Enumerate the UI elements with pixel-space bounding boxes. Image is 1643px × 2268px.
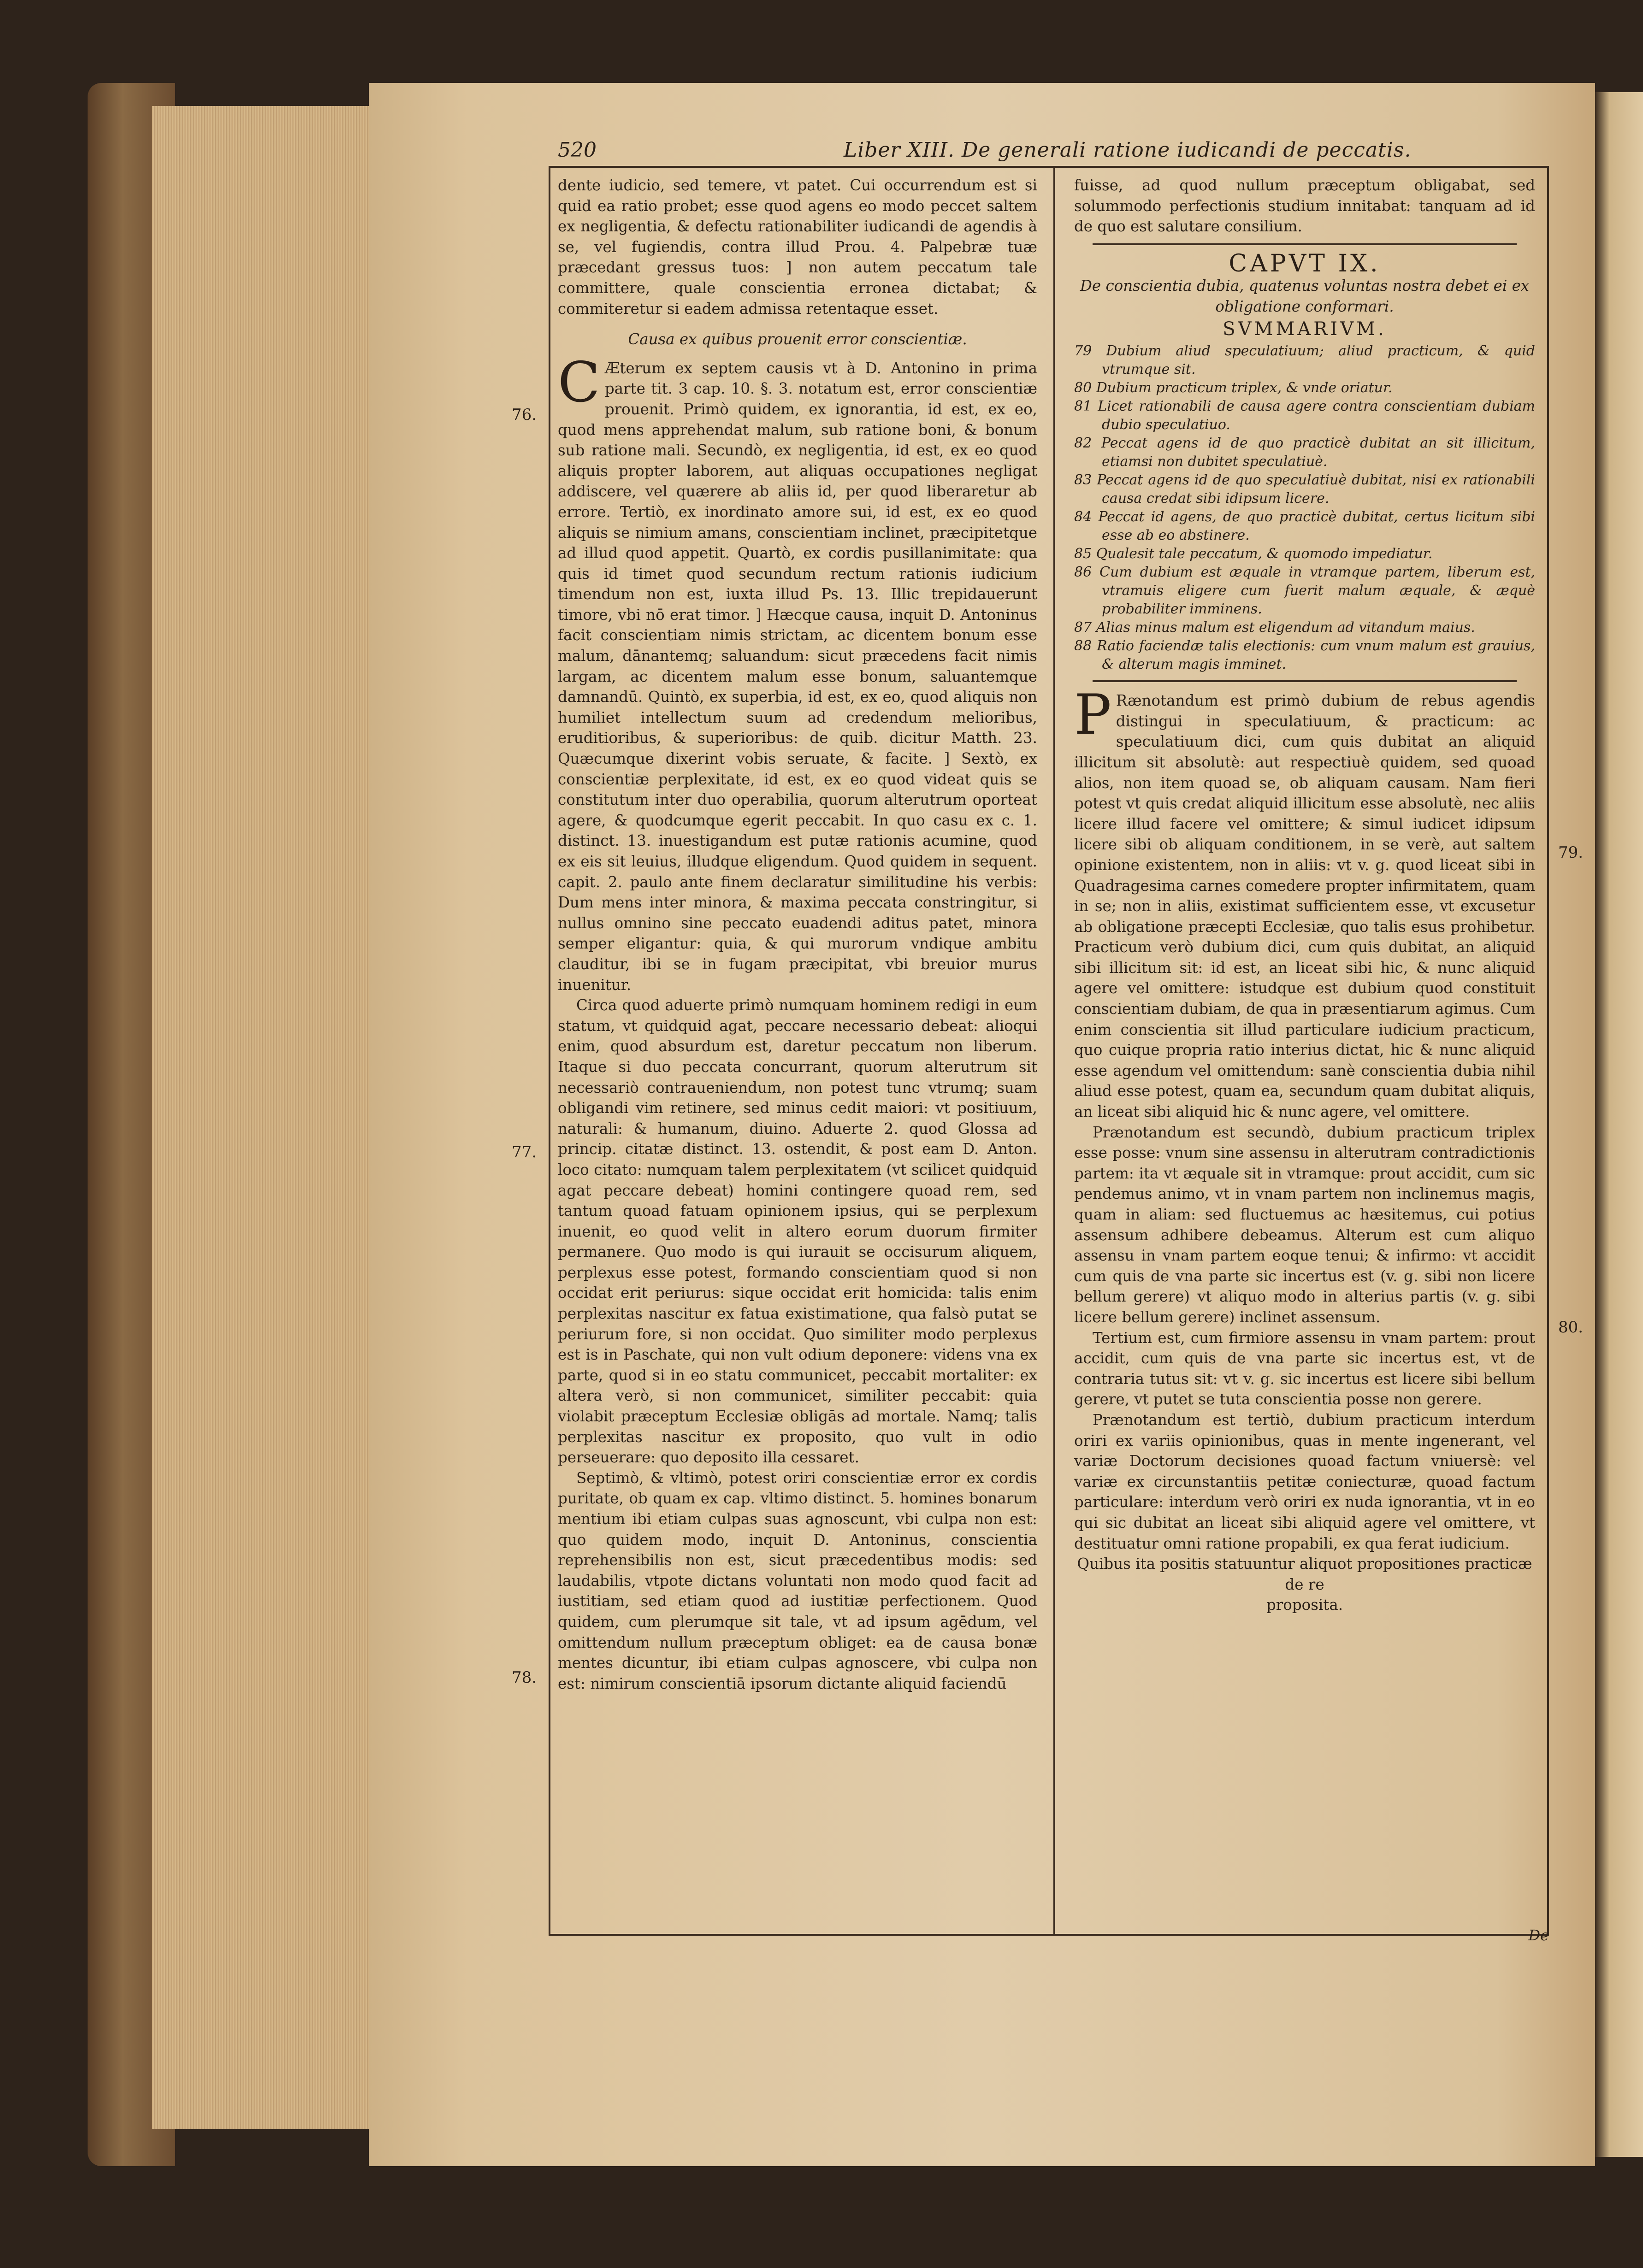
catchword: De [1528,1926,1549,1944]
summary-heading: SVMMARIVM. [1223,318,1387,340]
summary-list [1074,342,1535,674]
paragraph-text: Rænotandum est primò dubium de rebus agendis distingui in speculatiuum, & practicum: ac speculatiuum dici, cum quis dubitat an aliquid illicitum sit absolutè: aut respectiuè quidem, sed quoad alios, non item quoad se, ob aliquam causam. Nam fieri potest vt quis credat aliquid illicitum esse absolutè, nec aliis licere illud facere vel omittere; & simul iudicet idipsum licere sibi ob aliquam conditionem, in se verè, aut saltem opinione existentem, non in aliis: vt v. g. quod liceat sibi in Quadragesima carnes comedere propter infirmitatem, quam in se; non in aliis, existimat sufficientem esse, vt excusetur ab obligatione præcepti Ecclesiæ, quo talis esus prohibetur. Practicum verò dubium dici, cum quis dubitat, an aliquid sibi illicitum sit: id est, an liceat sibi hic, & nunc aliquid agere vel omittere: istudque est dubium quod constituit conscientiam dubiam, de qua in præsentiarum agimus. Cum enim conscientia sit illud particulare iudicium practicum, quo cuique propria ratio interius dictat, hic & nunc aliquid esse agendum vel omittendum: sanè conscientia dubia nihil aliud esse potest, quam ea, secundum quam dubitat aliquis, an liceat sibi aliquid hic & nunc agere, vel omittere. [1074,692,1535,1121]
left-column [558,175,1037,1694]
summary-item: 88 Ratio faciendæ talis electionis: cum vnum malum est grauius, & alterum magis imminet. [1074,638,1535,673]
summary-item: 79 Dubium aliud speculatiuum; aliud practicum, & quid vtrumque sit. [1074,343,1535,378]
paragraph: fuisse, ad quod nullum præceptum obligabat, sed solummodo perfectionis studium innitabat: tanquam ad id de quo est salutare consilium. [1074,177,1535,236]
paragraph-text: Æterum ex septem causis vt à D. Antonino in prima parte tit. 3 cap. 10. §. 3. notatum est, error conscientiæ prouenit. Primò quidem, ex ignorantia, id est, ex eo, quod mens apprehendat malum, sub ratione boni, & bonum sub ratione mali. Secundò, ex negligentia, id est, ex eo quod aliquis propter laborem, aut aliquas occupationes negligat addiscere, vel quærere ab aliis id, per quod liberaretur ab errore. Tertiò, ex inordinato amore sui, id est, ex eo quod aliquis se nimium amans, conscientiam inclinet, præcipitetque ad illud quod appetit. Quartò, ex cordis pusillanimitate: qua quis id timet quod secundum rectum rationis iudicium timendum non est, iuxta illud Ps. 13. Illic trepidauerunt timore, vbi nō erat timor. ] Hæcque causa, inquit D. Antoninus facit conscientiam nimis strictam, ac dicentem bonum esse malum, dānantemq; saluandum: sicut præcedens facit nimis largam, ac dicentem malum esse bonum, saluantemque damnandū. Quintò, ex superbia, id est, ex eo, quod aliquis non humiliet intellectum suum ad credendum melioribus, eruditioribus, & superioribus: de quib. dicitur Matth. 23. Quæcumque dixerint vobis seruate, & facite. ] Sextò, ex conscientiæ perplexitate, id est, ex eo quod videat quis se constitutum inter duo operabilia, quorum alterutrum oporteat agere, & quodcumque egerit peccabit. In quo casu ex c. 1. distinct. 13. inuestigandum est putæ rationis acumine, quod ex eis sit leuius, illudque eligendum. Quod quidem in sequent. capit. 2. paulo ante finem declaratur similitudine his verbis: Dum mens inter minora, & maxima peccata constringitur, si nullus omnino sine peccato euadendi aditus patet, minora semper eligantur: quia, & qui murorum vndique ambitu clauditur, ibi se in fugam præcipitat, vbi breuior murus inuenitur. [558,359,1037,994]
margin-number: 78. [512,1668,537,1687]
right-page-edge [1595,92,1643,2157]
paragraph: Prænotandum est secundò, dubium practicum triplex esse posse: vnum sine assensu in alterutram contradictionis partem: ita vt æquale sit in vtramque: prout accidit, cum sic pendemus animo, vt in vnam partem non inclinemus magis, quam in aliam: sed fluctuemus ac hæsitemus, cui potius assensum adhibere debeamus. Alterum est cum aliquo assensu in vnam partem eoque tenui; & infirmo: vt accidit cum quis de vna parte sic incertus est (v. g. sibi non licere bellum gerere) vt aliquo modo in alterius partis (v. g. sibi licere bellum gerere) inclinet assensum. [1074,1123,1535,1326]
margin-number: 77. [512,1143,537,1161]
paragraph: Tertium est, cum firmiore assensu in vnam partem: prout accidit, cum quis de vna parte sic incertus est, vt de contraria tutus sit: vt v. g. sic incertus est licere sibi bellum gerere, vt putet se tuta conscientia posse non gerere. [1074,1329,1535,1408]
summary-item: 82 Peccat agens id de quo practicè dubitat an sit illicitum, etiamsi non dubitet speculatiuè. [1074,435,1535,470]
page-number: 520 [558,138,597,162]
drop-cap: C [558,350,600,415]
margin-number: 79. [1558,843,1584,862]
closing-line: proposita. [1266,1596,1343,1614]
page-edges [152,106,373,2129]
column-divider [1053,166,1055,1936]
summary-item: 81 Licet rationabili de causa agere contra conscientiam dubiam dubio speculatiuo. [1074,398,1535,433]
paragraph [1074,683,1535,1122]
running-header [558,138,1549,166]
horizontal-rule [1093,680,1517,682]
summary-item: 85 Qualesit tale peccatum, & quomodo impediatur. [1074,546,1433,562]
summary-item: 83 Peccat agens id de quo speculatiuè dubitat, nisi ex rationabili causa credat sibi idipsum licere. [1074,472,1535,507]
horizontal-rule [1093,243,1517,245]
summary-item: 80 Dubium practicum triplex, & vnde oriatur. [1074,380,1393,396]
summary-item: 87 Alias minus malum est eligendum ad vitandum maius. [1074,619,1475,636]
paragraph: Septimò, & vltimò, potest oriri conscientiæ error ex cordis puritate, ob quam ex cap. vltimo distinct. 5. homines bonarum mentium ibi etiam culpas suas agnoscunt, vbi culpa non est: quo quidem modo, inquit D. Antoninus, conscientia reprehensibilis non est, sicut præcedentibus modis: sed laudabilis, vtpote dictans voluntati non modo quod facit ad iustitiam, sed etiam quod ad iustitiæ perfectionem. Quod quidem, cum plerumque sit tale, vt ad ipsum agēdum, vel omittendum nullum præceptum obliget: ea de causa bonæ mentes dicuntur, ibi etiam culpas agnoscere, vbi culpa non est: nimirum conscientiā ipsorum dictante aliquid faciendū [558,1469,1037,1692]
summary-item: 86 Cum dubium est æquale in vtramque partem, liberum est, vtramuis eligere cum fuerit malum æquale, & æquè probabiliter imminens. [1074,564,1535,618]
running-title: Liber XIII. De generali ratione iudicandi de peccatis. [844,138,1412,162]
paragraph: Prænotandum est tertiò, dubium practicum interdum oriri ex variis opinionibus, quas in mente ingenerant, vel variæ Doctorum decisiones quoad factum vniuersè: vel variæ ex circunstantiis petitæ coniecturæ, quoad factum particulare: interdum verò oriri ex nuda ignorantia, vt in eo qui sic dubitat an liceat sibi aliquid agere vel omittere, vt destituatur omni ratione propabili, ex qua ferat iudicium. [1074,1411,1535,1552]
chapter-title: CAPVT IX. [1229,249,1381,277]
closing-line: Quibus ita positis statuuntur aliquot propositiones practicæ de re [1077,1555,1532,1593]
summary-item: 84 Peccat id agens, de quo practicè dubitat, certus licitum sibi esse ab eo abstinere. [1074,509,1535,544]
section-heading: Causa ex quibus prouenit error conscientiæ. [628,330,967,348]
paragraph [558,350,1037,995]
drop-cap: P [1074,683,1111,748]
paragraph: Circa quod aduerte primò numquam hominem redigi in eum statum, vt quidquid agat, peccare necessario debeat: alioqui enim, quod absurdum est, daretur peccatum non liberum. Itaque si duo peccata concurrant, quorum alterutrum sit necessariò contraueniendum, non potest tunc vtrumq; suam obligandi vim retinere, sed minus cedit maiori: vt positiuum, naturali: & humanum, diuino. Aduerte 2. quod Glossa ad princip. citatæ distinct. 13. ostendit, & post eam D. Anton. loco citato: numquam talem perplexitatem (vt scilicet quidquid agat peccare debeat) homini contingere quoad rem, sed tantum quoad fatuam opinionem ipsius, qui se perplexum inuenit, eo quod velit in altero eorum duorum firmiter permanere. Quo modo is qui iurauit se occisurum aliquem, perplexus esse potest, formando conscientiam quod si non occidat erit periurus: sique occidat erit homicida: talis enim perplexitas nascitur ex fatua existimatione, qua falsò putat se periurum fore, si non occidat. Quo similiter modo perplexus est is in Paschate, qui non vult odium deponere: videns vna ex parte, quod si in eo statu communicet, peccabit mortaliter: ex altera verò, si non communicet, similiter peccabit: quia violabit præceptum Ecclesiæ obligās ad mortale. Namq; talis perplexitas nascitur ex proposito, quo vult in odio perseuerare: quo deposito illa cessaret. [558,996,1037,1467]
paragraph: dente iudicio, sed temere, vt patet. Cui occurrendum est si quid ea ratio probet; esse quod agens eo modo peccet saltem ex negligentia, & defectu rationabiliter iudicandi de agendis à se, vel fugiendis, contra illud Prou. 4. Palpebræ tuæ præcedant gressus tuos: ] non autem peccatum tale committere, quale conscientia erronea dictabat; & commiteretur si eadem admissa retentaque esset. [558,177,1037,318]
margin-number: 80. [1558,1318,1584,1337]
text-block [558,138,1549,1945]
right-column [1074,175,1535,1615]
margin-number: 76. [512,406,537,424]
chapter-subtitle: De conscientia dubia, quatenus voluntas nostra debet ei ex obligatione conformari. [1080,277,1530,315]
